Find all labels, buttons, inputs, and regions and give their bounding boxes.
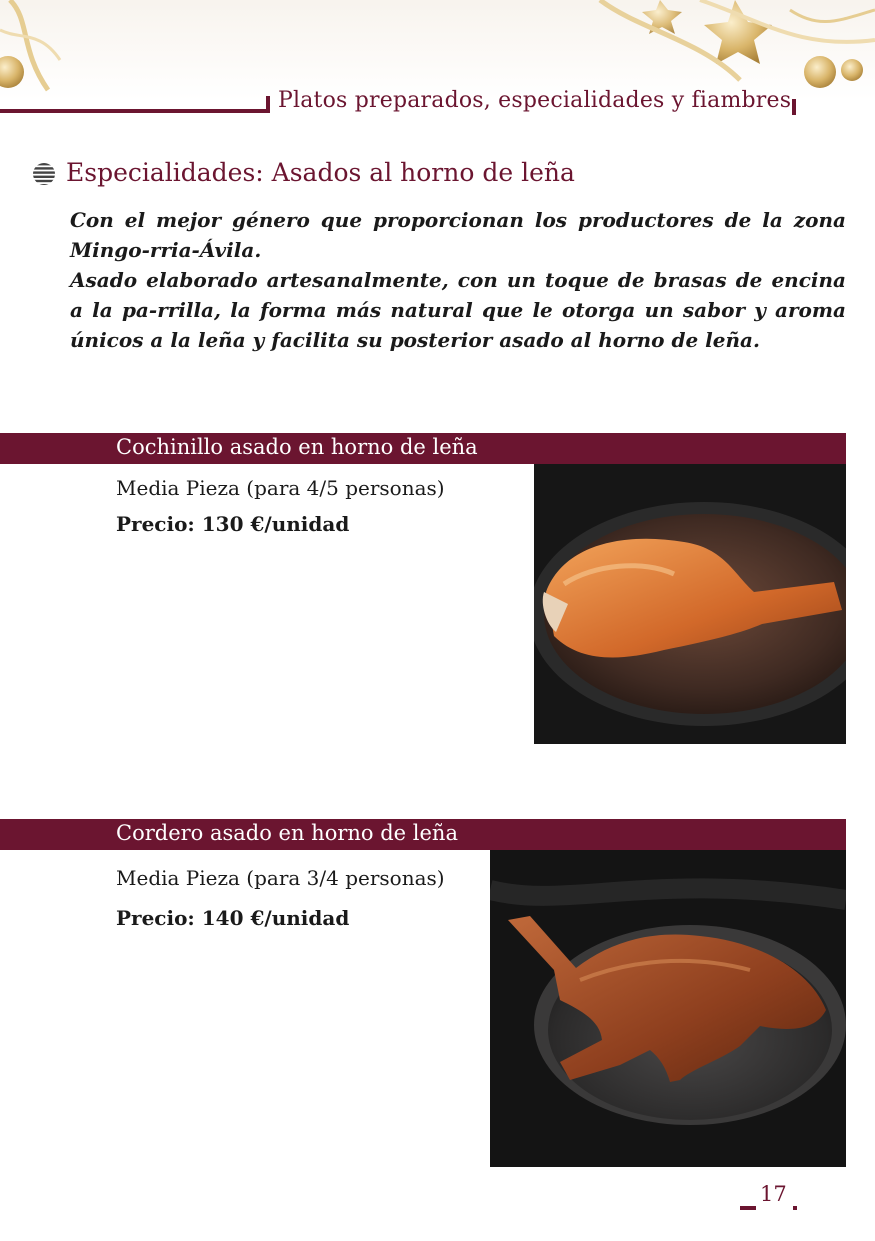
product-name: Cordero asado en horno de leña bbox=[116, 821, 458, 845]
product-band bbox=[0, 819, 846, 850]
product-portion: Media Pieza (para 3/4 personas) bbox=[116, 866, 445, 890]
product-band bbox=[0, 433, 846, 464]
header-bracket-left bbox=[266, 96, 270, 113]
roast-lamb-photo bbox=[490, 850, 846, 1167]
intro-paragraph: Con el mejor género que proporcionan los productores de la zona Mingo-rria-Ávila. bbox=[70, 208, 846, 262]
section-intro bbox=[70, 205, 846, 355]
product-price: Precio: 130 €/unidad bbox=[116, 512, 350, 536]
product-price: Precio: 140 €/unidad bbox=[116, 906, 350, 930]
header-bracket-right bbox=[792, 99, 796, 115]
page-number: 17 bbox=[760, 1182, 787, 1206]
christmas-decoration bbox=[0, 0, 875, 100]
product-name: Cochinillo asado en horno de leña bbox=[116, 435, 478, 459]
header-title: Platos preparados, especialidades y fiambres bbox=[278, 88, 792, 113]
page-number-dot bbox=[793, 1206, 797, 1210]
striped-disc-icon bbox=[31, 162, 57, 186]
roast-suckling-pig-photo bbox=[534, 464, 846, 744]
header-rule bbox=[0, 109, 268, 113]
intro-paragraph: Asado elaborado artesanalmente, con un toque de brasas de encina a la pa-rrilla, la forma más natural que le otorga un sabor y aroma únicos a la leña y facilita su posterior asado al horno de leña. bbox=[70, 268, 846, 352]
page-number-dash bbox=[740, 1206, 756, 1210]
section-title: Especialidades: Asados al horno de leña bbox=[66, 158, 575, 187]
product-portion: Media Pieza (para 4/5 personas) bbox=[116, 476, 445, 500]
